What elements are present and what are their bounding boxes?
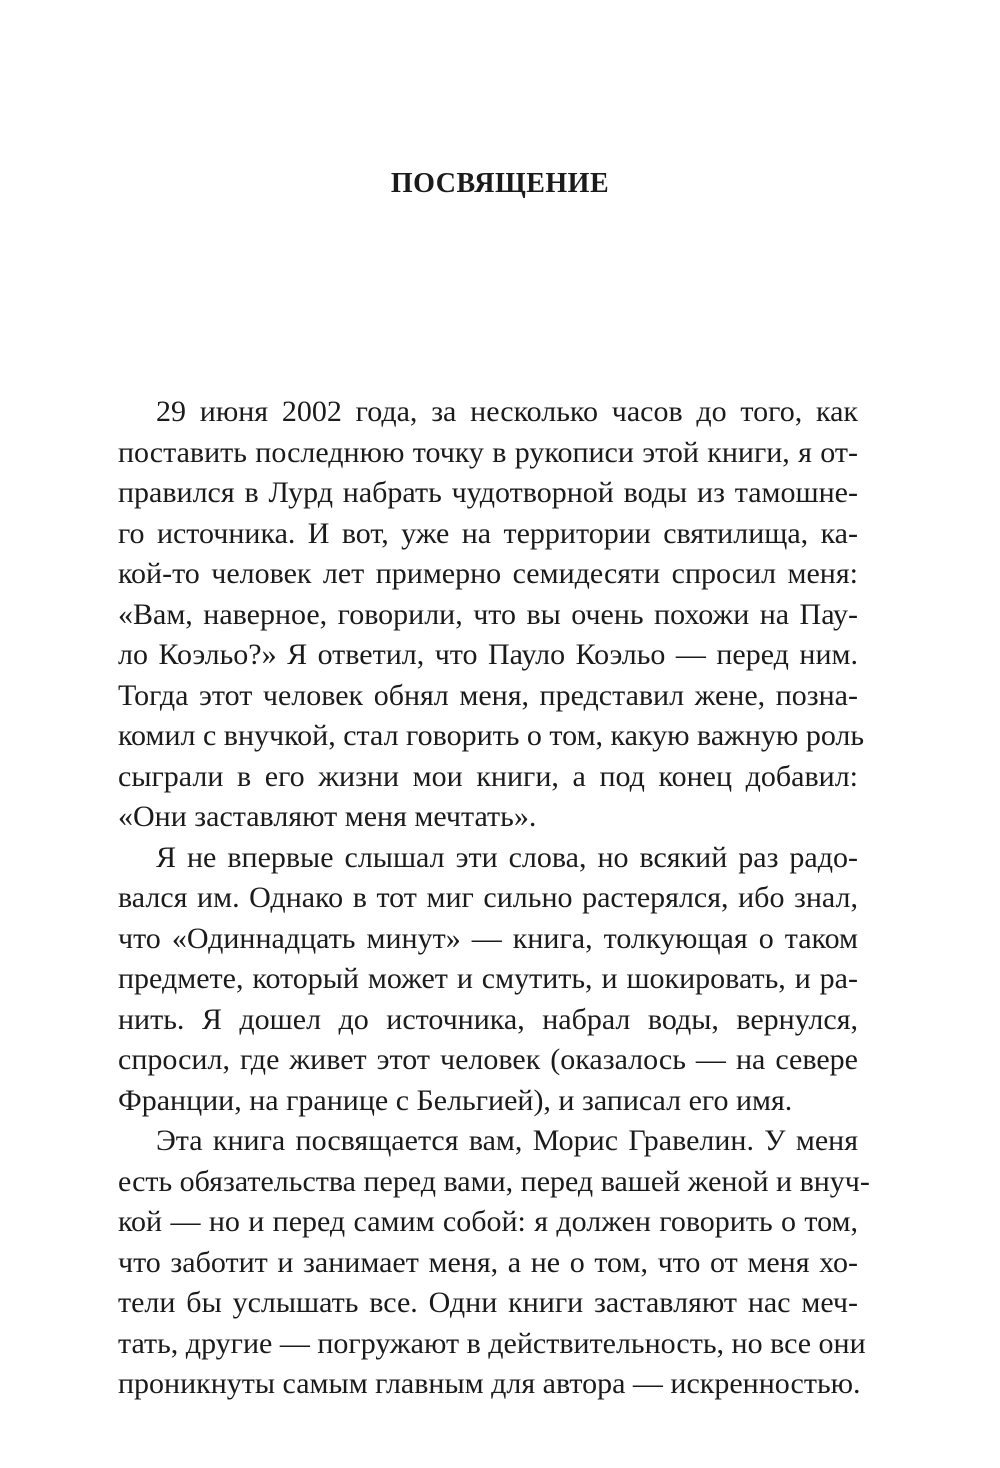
text-line: го источника. И вот, уже на территории святилища, ка- bbox=[118, 516, 858, 550]
text-line: кой-то человек лет примерно семидесяти спросил меня: bbox=[118, 557, 858, 590]
text-line: ло Коэльо?» Я ответил, что Пауло Коэльо — перед ним. bbox=[118, 638, 858, 671]
paragraph-2 bbox=[118, 838, 858, 1122]
text-line: комил с внучкой, стал говорить о том, какую важную роль bbox=[118, 719, 865, 752]
text-line: что «Одиннадцать минут» — книга, толкующая о таком bbox=[118, 921, 858, 955]
text-line: Тогда этот человек обнял меня, представил жене, позна- bbox=[118, 678, 858, 712]
text-line: Франции, на границе с Бельгией), и записал его имя. bbox=[118, 1083, 793, 1117]
text-line: проникнуты самым главным для автора — искренностью. bbox=[118, 1367, 861, 1400]
text-line: вался им. Однако в тот миг сильно растерялся, ибо знал, bbox=[118, 881, 858, 914]
page-title: ПОСВЯЩЕНИЕ bbox=[390, 168, 610, 199]
text-line: спросил, где живет этот человек (оказалось — на севере bbox=[118, 1043, 858, 1076]
text-line: правился в Лурд набрать чудотворной воды из тамошне- bbox=[118, 476, 858, 509]
text-line: сыграли в его жизни мои книги, а под конец добавил: bbox=[118, 759, 858, 793]
text-line: предмете, который может и смутить, и шокировать, и ра- bbox=[118, 962, 858, 995]
text-line: кой — но и перед самим собой: я должен говорить о том, bbox=[118, 1205, 858, 1238]
paragraph-1 bbox=[118, 392, 865, 838]
text-line: Эта книга посвящается вам, Морис Гравелин. У меня bbox=[156, 1124, 858, 1157]
dedication-text bbox=[118, 392, 870, 1405]
text-line: Я не впервые слышал эти слова, но всякий раз радо- bbox=[156, 840, 858, 874]
text-line: тели бы услышать все. Одни книги заставляют нас меч- bbox=[118, 1286, 858, 1319]
text-line: нить. Я дошел до источника, набрал воды, вернулся, bbox=[118, 1002, 858, 1036]
text-line: что заботит и занимает меня, а не о том, что от меня хо- bbox=[118, 1245, 858, 1279]
text-line: 29 июня 2002 года, за несколько часов до того, как bbox=[156, 395, 858, 428]
text-line: «Вам, наверное, говорили, что вы очень похожи на Пау- bbox=[118, 597, 858, 631]
text-line: поставить последнюю точку в рукописи этой книги, я от- bbox=[118, 435, 858, 469]
text-line: «Они заставляют меня мечтать». bbox=[118, 800, 537, 833]
text-line: тать, другие — погружают в действительность, но все они bbox=[118, 1326, 866, 1360]
paragraph-3 bbox=[118, 1121, 870, 1405]
text-line: есть обязательства перед вами, перед вашей женой и внуч- bbox=[118, 1164, 870, 1198]
